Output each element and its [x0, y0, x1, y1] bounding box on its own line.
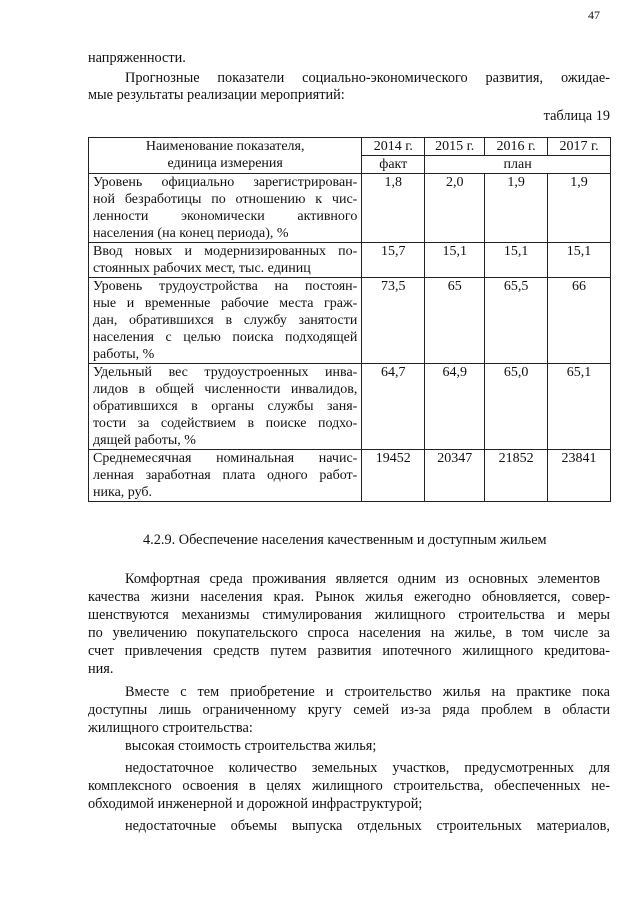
- body-line: Вместе с тем приобретение и строительство жилья на практике пока: [125, 684, 610, 700]
- indicator-line: лидов в общей численности инвалидов,: [93, 382, 358, 397]
- indicator-name: [89, 243, 362, 278]
- value-cell: 19452: [362, 450, 425, 502]
- value-cell: 73,5: [362, 278, 425, 364]
- list-item-line: недостаточное количество земельных участков, предусмотренных для: [125, 760, 610, 776]
- table-row: [89, 174, 611, 243]
- header-name-line: Наименование показателя,: [145, 139, 305, 154]
- indicator-name: [89, 278, 362, 364]
- table-row: [89, 278, 611, 364]
- indicator-line: Среднемесячная номинальная начис-: [93, 451, 358, 466]
- value-cell: 20347: [425, 450, 485, 502]
- header-plan: план: [425, 156, 611, 174]
- indicator-line: работы, %: [93, 347, 155, 362]
- indicator-line: Уровень трудоустройства на постоян-: [93, 279, 358, 294]
- indicator-line: дящей работы, %: [93, 433, 196, 448]
- indicator-line: Удельный вес трудоустроенных инва-: [93, 365, 358, 380]
- value-cell: 15,1: [425, 243, 485, 278]
- body-line: Комфортная среда проживания является одним из основных элементов: [125, 571, 600, 587]
- indicator-line: дан, обратившихся в службу занятости: [93, 313, 358, 328]
- indicator-line: тости за содействием в поиске подхо-: [93, 416, 358, 431]
- value-cell: 1,9: [485, 174, 548, 243]
- body-line: ния.: [88, 661, 114, 677]
- value-cell: 65,0: [485, 364, 548, 450]
- table-row: [89, 450, 611, 502]
- indicator-line: населения (на конец периода), %: [93, 226, 289, 241]
- body-line: доступны лишь ограниченному кругу семей из-за ряда проблем в области: [88, 702, 610, 718]
- indicator-line: ные и временные рабочие места граж-: [93, 296, 358, 311]
- indicator-line: ленная заработная плата одного работ-: [93, 468, 358, 483]
- indicator-line: Уровень официально зарегистрирован-: [93, 175, 358, 190]
- indicator-line: ника, руб.: [93, 485, 153, 500]
- value-cell: 23841: [548, 450, 611, 502]
- indicator-name: [89, 364, 362, 450]
- table-caption: таблица 19: [543, 108, 610, 124]
- value-cell: 65: [425, 278, 485, 364]
- header-year: 2016 г.: [485, 138, 548, 156]
- header-year: 2017 г.: [548, 138, 611, 156]
- section-heading: 4.2.9. Обеспечение населения качественным и доступным жильем: [143, 532, 547, 548]
- indicator-line: ленности экономически активного: [93, 209, 358, 224]
- header-fact: факт: [362, 156, 425, 174]
- page-number: 47: [588, 8, 600, 22]
- value-cell: 2,0: [425, 174, 485, 243]
- indicator-name: [89, 450, 362, 502]
- body-line: качества жизни населения края. Рынок жилья ежегодно обновляется, совер-: [88, 589, 610, 605]
- list-item: высокая стоимость строительства жилья;: [125, 738, 377, 754]
- table-row: [89, 243, 611, 278]
- indicators-table: [88, 137, 611, 502]
- indicator-line: населения с целью поиска подходящей: [93, 330, 358, 345]
- paragraph-fragment: напряженности.: [88, 50, 186, 66]
- indicator-line: обратившихся в органы службы заня-: [93, 399, 358, 414]
- value-cell: 15,7: [362, 243, 425, 278]
- value-cell: 1,8: [362, 174, 425, 243]
- value-cell: 15,1: [548, 243, 611, 278]
- indicator-name: [89, 174, 362, 243]
- body-line: жилищного строительства:: [88, 720, 253, 736]
- body-line: шенствуются механизмы стимулирования жилищного строительства и меры: [88, 607, 610, 623]
- list-item-line: обходимой инженерной и дорожной инфраструктурой;: [88, 796, 423, 812]
- value-cell: 1,9: [548, 174, 611, 243]
- indicator-line: ной безработицы по отношению к чис-: [93, 192, 358, 207]
- table-header-row: [89, 138, 611, 156]
- intro-line-2: мые результаты реализации мероприятий:: [88, 87, 345, 103]
- body-line: по увеличению покупательского спроса населения на жилье, в том числе за: [88, 625, 610, 641]
- value-cell: 15,1: [485, 243, 548, 278]
- header-name-cell: [89, 138, 362, 174]
- header-year: 2014 г.: [362, 138, 425, 156]
- value-cell: 65,1: [548, 364, 611, 450]
- intro-line-1: Прогнозные показатели социально-экономического развития, ожидае-: [125, 70, 610, 86]
- list-item-line: комплексного освоения в целях жилищного строительства, обеспеченных не-: [88, 778, 610, 794]
- indicator-line: Ввод новых и модернизированных по-: [93, 244, 358, 259]
- table-row: [89, 364, 611, 450]
- header-year: 2015 г.: [425, 138, 485, 156]
- value-cell: 65,5: [485, 278, 548, 364]
- value-cell: 64,9: [425, 364, 485, 450]
- value-cell: 21852: [485, 450, 548, 502]
- list-item: недостаточные объемы выпуска отдельных строительных материалов,: [125, 818, 610, 834]
- value-cell: 66: [548, 278, 611, 364]
- value-cell: 64,7: [362, 364, 425, 450]
- header-name-line: единица измерения: [167, 156, 283, 171]
- body-line: счет привлечения средств путем развития ипотечного жилищного кредитова-: [88, 643, 610, 659]
- indicator-line: стоянных рабочих мест, тыс. единиц: [93, 261, 311, 276]
